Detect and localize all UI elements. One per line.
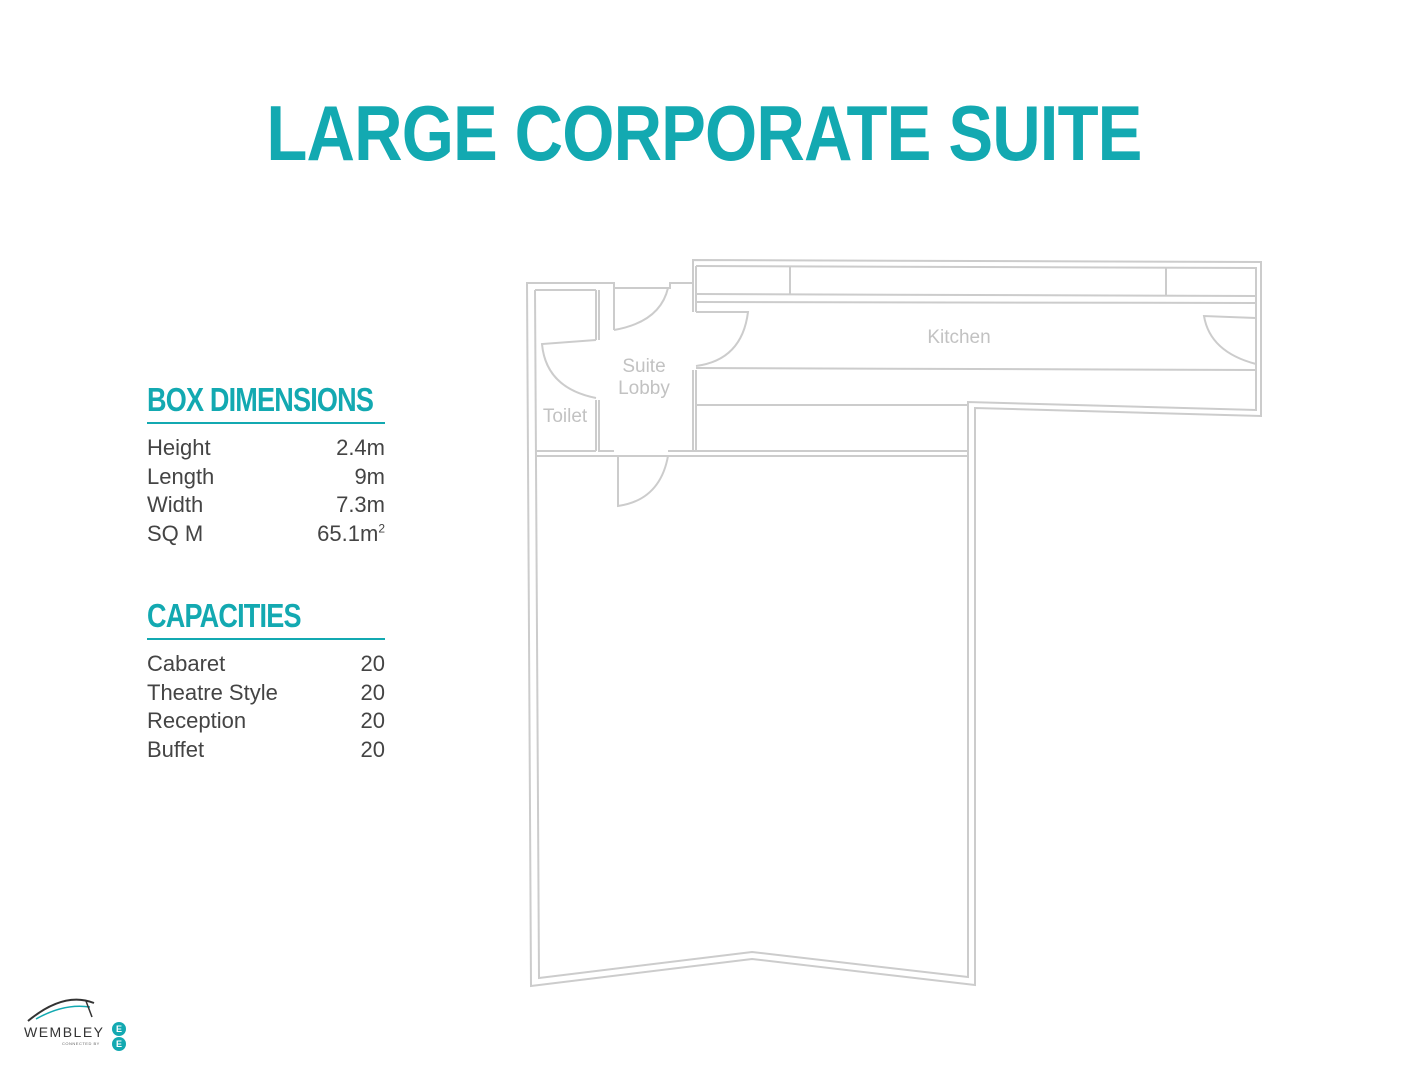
capacity-value: 20 [360, 651, 385, 676]
dimension-value: 7.3m [336, 492, 385, 517]
toilet-wall [596, 290, 599, 451]
area-value: 65.1m [317, 520, 379, 546]
dimension-label: Width [147, 492, 204, 517]
page-title: LARGE CORPORATE SUITE [266, 89, 1142, 177]
dimension-value: 2.4m [336, 435, 385, 460]
stadium-arch-icon [24, 995, 104, 1023]
capacity-label: Buffet [147, 736, 205, 762]
room-label-lobby: Lobby [618, 378, 670, 399]
room-label-kitchen: Kitchen [927, 327, 991, 348]
door-swing [696, 312, 748, 366]
main-room-top-wall [535, 451, 968, 456]
box-dimensions-heading: BOX DIMENSIONS [147, 381, 374, 418]
capacity-value: 20 [360, 679, 385, 705]
room-label-toilet: Toilet [542, 406, 588, 427]
capacities-heading: CAPACITIES [147, 597, 301, 634]
logo-tagline: CONNECTED BY [62, 1041, 100, 1046]
capacity-label: Reception [147, 708, 247, 733]
door-swing [618, 456, 668, 506]
dimension-label: Length [147, 463, 215, 489]
dimension-label: SQ M [147, 520, 204, 546]
kitchen-counter [790, 266, 1166, 296]
capacity-value: 20 [360, 708, 385, 733]
capacity-label: Theatre Style [147, 679, 278, 705]
ee-logo-bottom: E [112, 1037, 126, 1051]
door-swing [1204, 316, 1256, 364]
wembley-logo [24, 995, 130, 1055]
dimension-label: Height [147, 435, 211, 460]
logo-wordmark: WEMBLEY [24, 1024, 105, 1040]
kitchen-wall [696, 294, 1256, 405]
ee-logo-top: E [112, 1022, 126, 1036]
door-swing [542, 340, 596, 398]
door-swing [614, 288, 668, 330]
area-superscript: 2 [378, 521, 385, 536]
room-label-suite: Suite [622, 356, 666, 377]
dimension-value: 9m [354, 463, 385, 489]
capacity-label: Cabaret [147, 651, 226, 676]
capacity-value: 20 [360, 736, 385, 762]
